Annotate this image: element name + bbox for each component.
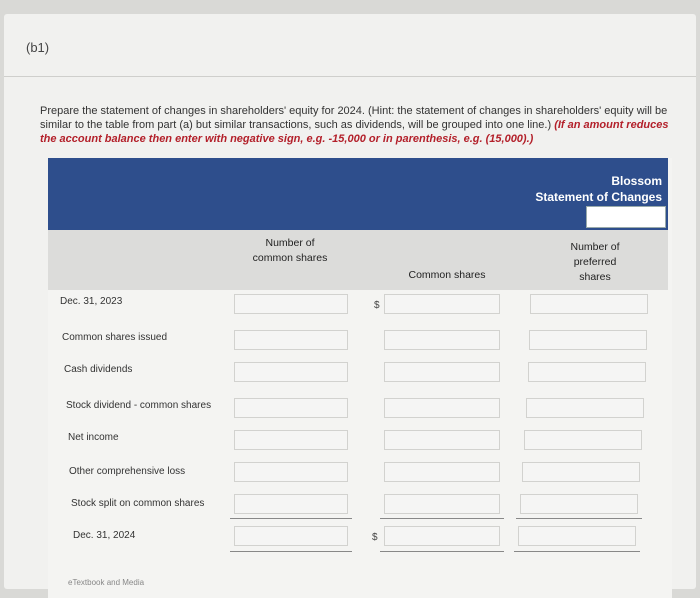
input-num-preferred-shares-issued[interactable] — [529, 330, 647, 350]
input-num-preferred-stock-split[interactable] — [520, 494, 638, 514]
col-header-common-shares: Common shares — [408, 269, 486, 281]
input-common-dec-2023[interactable] — [384, 294, 500, 314]
input-common-shares-issued[interactable] — [384, 330, 500, 350]
input-num-common-net-income[interactable] — [234, 430, 348, 450]
company-name: Blossom — [611, 174, 662, 188]
input-num-common-stock-split[interactable] — [234, 494, 348, 514]
input-num-common-stock-dividend[interactable] — [234, 398, 348, 418]
etextbook-link[interactable]: eTextbook and Media — [68, 578, 145, 587]
input-num-preferred-net-income[interactable] — [524, 430, 642, 450]
column-header-row — [48, 230, 668, 290]
input-common-stock-split[interactable] — [384, 494, 500, 514]
dollar-sign: $ — [372, 532, 378, 543]
dollar-sign: $ — [374, 300, 380, 311]
input-num-common-dec-2023[interactable] — [234, 294, 348, 314]
input-common-cash-dividends[interactable] — [384, 362, 500, 382]
row-label-shares-issued: Common shares issued — [62, 332, 168, 343]
input-num-common-dec-2024[interactable] — [234, 526, 348, 546]
subtotal-line — [380, 518, 504, 519]
divider — [4, 76, 696, 77]
input-num-common-oci-loss[interactable] — [234, 462, 348, 482]
subtotal-line — [230, 518, 352, 519]
row-label-stock-dividend: Stock dividend - common shares — [66, 400, 212, 411]
equity-statement-table — [48, 158, 672, 598]
input-common-dec-2024[interactable] — [384, 526, 500, 546]
input-num-preferred-oci-loss[interactable] — [522, 462, 640, 482]
input-num-preferred-dec-2024[interactable] — [518, 526, 636, 546]
input-common-oci-loss[interactable] — [384, 462, 500, 482]
input-num-preferred-cash-dividends[interactable] — [528, 362, 646, 382]
input-num-common-shares-issued[interactable] — [234, 330, 348, 350]
subtotal-line — [516, 518, 642, 519]
row-label-stock-split: Stock split on common shares — [71, 498, 205, 509]
input-num-preferred-stock-dividend[interactable] — [526, 398, 644, 418]
input-common-net-income[interactable] — [384, 430, 500, 450]
total-double-line — [514, 551, 640, 552]
row-label-cash-dividends: Cash dividends — [64, 364, 133, 375]
instructions-emphasis: (If an amount reduces the account balance then enter with negative sign, e.g. -15,000 or in parenthesis, e.g. (15,000).) — [40, 119, 669, 145]
row-label-oci-loss: Other comprehensive loss — [69, 466, 186, 477]
input-num-common-cash-dividends[interactable] — [234, 362, 348, 382]
input-num-preferred-dec-2023[interactable] — [530, 294, 648, 314]
input-common-stock-dividend[interactable] — [384, 398, 500, 418]
row-label-net-income: Net income — [68, 432, 119, 443]
instructions-main: Prepare the statement of changes in shareholders' equity for 2024. (Hint: the statement of changes in shareholders' equity will be similar to the table from part (a) but similar transactions, such as dividends, will be grouped into one line.) — [40, 105, 668, 131]
col-header-num-common: Number of common shares — [252, 237, 328, 264]
period-input[interactable] — [586, 206, 666, 228]
part-label: (b1) — [26, 40, 50, 55]
total-double-line — [230, 551, 352, 552]
question-panel — [4, 14, 696, 589]
col-header-num-preferred: Number of preferred shares — [570, 241, 620, 283]
statement-header — [48, 158, 668, 230]
row-label-dec-2023: Dec. 31, 2023 — [60, 296, 123, 307]
total-double-line — [380, 551, 504, 552]
row-label-dec-2024: Dec. 31, 2024 — [73, 530, 136, 541]
statement-title: Statement of Changes — [535, 190, 662, 204]
instructions — [40, 104, 680, 146]
